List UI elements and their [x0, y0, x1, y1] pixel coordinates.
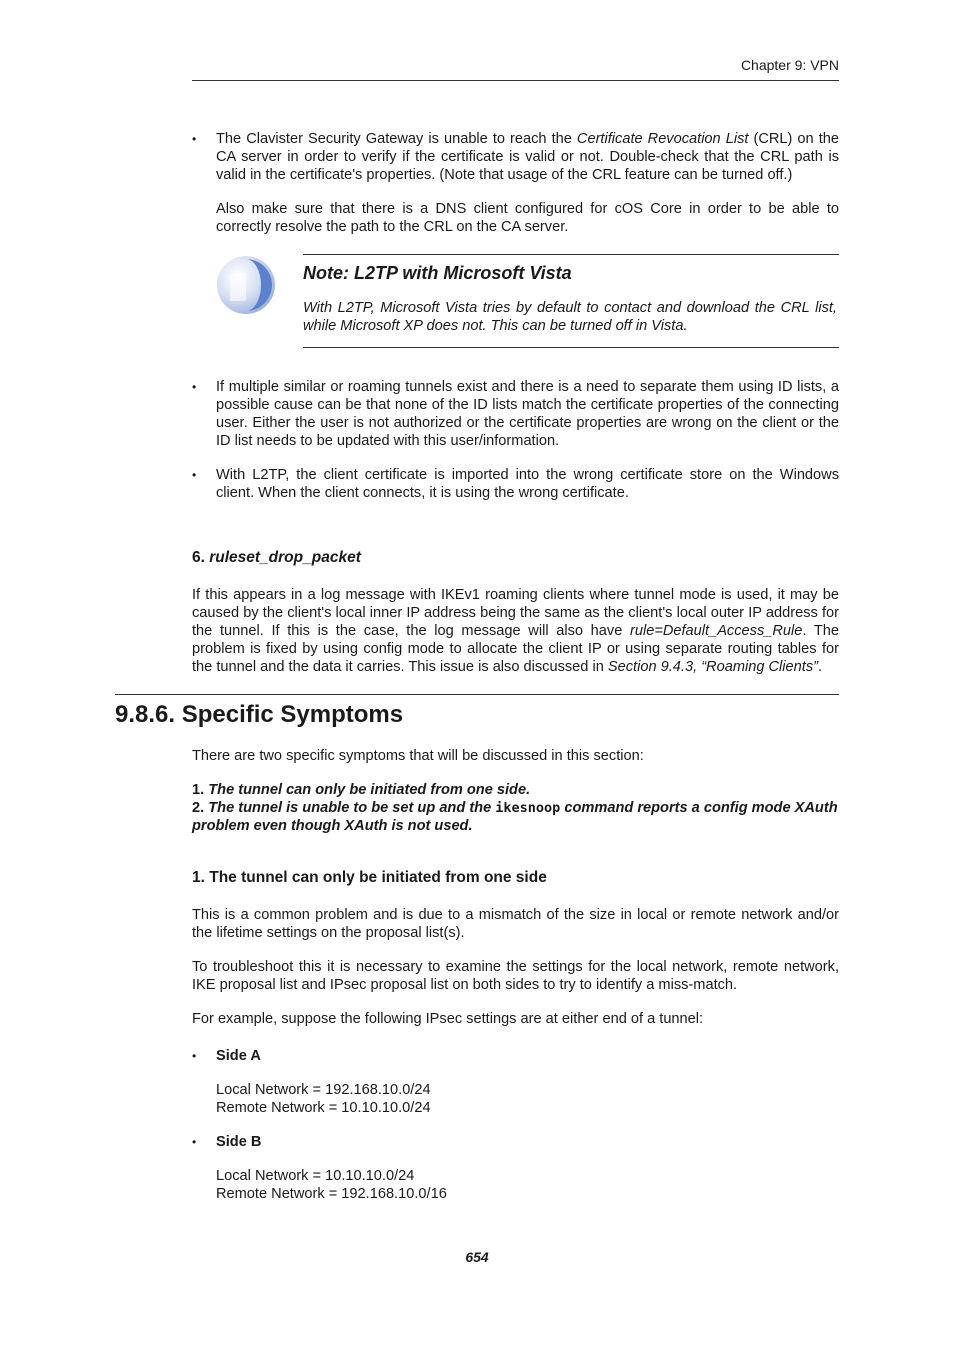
symptom-text-a: The tunnel is unable to be set up and the — [208, 800, 496, 816]
page-number: 654 — [465, 1249, 489, 1265]
bullet-marker: • — [192, 380, 197, 394]
bullet-text-l2tp: With L2TP, the client certificate is imported into the wrong certificate store on the Windows client. When the client connects, it is using the wrong certificate. — [216, 467, 839, 501]
bullet-marker: • — [192, 1049, 197, 1063]
bullet-marker: • — [192, 468, 197, 482]
bullet-marker: • — [192, 132, 197, 146]
side-b-label: Side B — [216, 1134, 262, 1150]
note-title: Note: L2TP with Microsoft Vista — [303, 263, 572, 283]
paragraph-troubleshoot: To troubleshoot this it is necessary to examine the settings for the local network, remote network, IKE proposal list and IPsec proposal list on both sides to try to identify a miss-match. — [192, 959, 839, 993]
subheading-title: ruleset_drop_packet — [209, 549, 361, 566]
section-title: 9.8.6. Specific Symptoms — [115, 701, 404, 728]
side-b-remote: Remote Network = 192.168.10.0/16 — [216, 1186, 447, 1202]
ruleset-text-2: . The problem is fixed by using config mode to allocate the client IP or using separate routing tables for the tunnel and the data it carries. This issue is also discussed in — [192, 623, 839, 675]
side-b-local: Local Network = 10.10.10.0/24 — [216, 1168, 415, 1184]
crl-text-pre: The Clavister Security Gateway is unable to reach the — [216, 131, 577, 147]
ruleset-text-3: . — [817, 659, 823, 675]
ruleset-text-1: If this appears in a log message with IKEv1 roaming clients where tunnel mode is used, it may be caused by the client's local inner IP address being the same as the client's local outer IP address for the tunnel. If this is the case, the log message will also have — [192, 587, 839, 639]
section-intro: There are two specific symptoms that will be discussed in this section: — [192, 748, 644, 764]
bullet-marker: • — [192, 1135, 197, 1149]
symptom-text: The tunnel can only be initiated from one side. — [208, 782, 531, 798]
subheading-one-side: 1. The tunnel can only be initiated from one side — [192, 869, 547, 886]
note-icon — [216, 255, 276, 315]
paragraph-ruleset — [192, 586, 839, 676]
note-body: With L2TP, Microsoft Vista tries by default to contact and download the CRL list, while Microsoft XP does not. This can be turned off in Vista. — [303, 300, 837, 334]
symptom-number: 1. — [192, 782, 209, 798]
note-top-rule — [303, 254, 839, 255]
section-rule — [115, 694, 839, 695]
header-rule — [192, 80, 839, 81]
side-a-label: Side A — [216, 1048, 261, 1064]
subheading-ruleset-drop-packet — [192, 549, 361, 567]
paragraph-example: For example, suppose the following IPsec settings are at either end of a tunnel: — [192, 1011, 704, 1027]
crl-text-post: (CRL) on the CA server in order to verify if the certificate is valid or not. Double-check that the CRL path is valid in the certificate's properties. (Note that usage of the CRL feature can be turned off.) — [216, 131, 839, 183]
symptom-item-2 — [192, 799, 839, 835]
subheading-number: 6. — [192, 549, 210, 566]
note-bottom-rule — [303, 347, 839, 348]
crl-term: Certificate Revocation List — [576, 131, 749, 147]
side-a-local: Local Network = 192.168.10.0/24 — [216, 1082, 431, 1098]
paragraph-mismatch: This is a common problem and is due to a mismatch of the size in local or remote network and/or the lifetime settings on the proposal list(s). — [192, 907, 839, 941]
bullet-text-idlists: If multiple similar or roaming tunnels exist and there is a need to separate them using ID lists, a possible cause can be that none of the ID lists match the certificate properties of the connecting user. Either the user is not authorized or the certificate properties are wrong on the client or the ID list needs to be updated with this user/information. — [216, 379, 839, 449]
symptom-list — [192, 781, 839, 835]
rule-name: rule=Default_Access_Rule — [629, 623, 803, 639]
side-a-remote: Remote Network = 10.10.10.0/24 — [216, 1100, 431, 1116]
symptom-text-b: command reports a config mode XAuth problem even though XAuth is not used. — [192, 800, 838, 834]
symptom-item-1 — [192, 781, 839, 799]
bullet-followup-dns: Also make sure that there is a DNS client configured for cOS Core in order to be able to correctly resolve the path to the CRL on the CA server. — [216, 201, 839, 235]
cross-reference-link[interactable]: Section 9.4.3, “Roaming Clients” — [607, 659, 818, 675]
symptom-number: 2. — [192, 800, 209, 816]
running-header: Chapter 9: VPN — [740, 57, 839, 73]
bullet-text-crl — [216, 130, 839, 184]
command-name: ikesnoop — [495, 800, 561, 816]
